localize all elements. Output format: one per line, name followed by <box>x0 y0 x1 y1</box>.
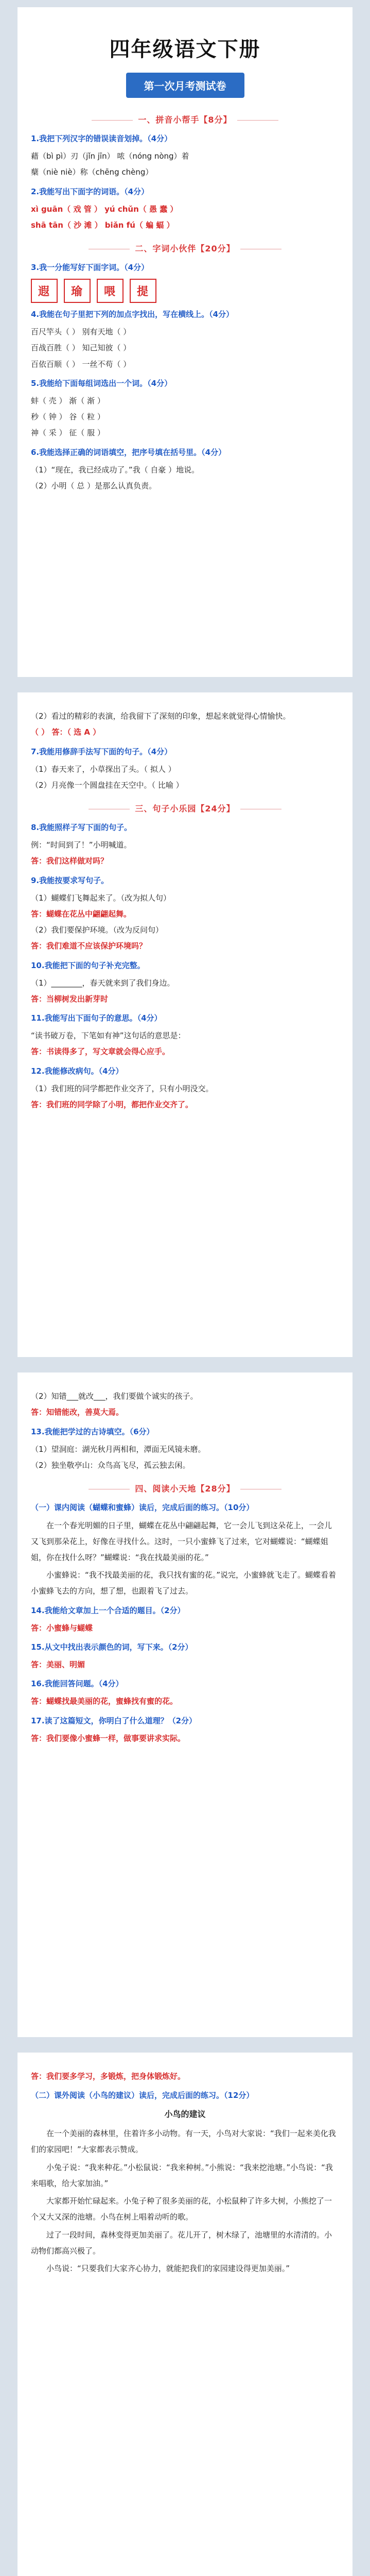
question-12: 12.我能修改病句。（4分） <box>31 1066 124 1076</box>
question-4: 4.我能在句子里把下列的加点字找出，写在横线上。（4分） <box>31 310 234 319</box>
reading-paragraph: 过了一段时间，森林变得更加美丽了。花儿开了，树木绿了，池塘里的水清清的。小动物们都高兴极了。 <box>31 2230 332 2256</box>
answer: 答：我们要多学习，多锻炼，把身体锻炼好。 <box>31 2072 186 2081</box>
question-9: 9.我能按要求写句子。 <box>31 875 109 885</box>
reading-paragraph: 在一个美丽的森林里，住着许多小动物。有一天，小鸟对大家说：“我们一起来美化我们的家园吧！”大家都表示赞成。 <box>31 2129 336 2154</box>
question-2-line: xì guān（ 戏 管 ） yú chǔn（ 愚 蠢 ） <box>31 204 178 214</box>
section-title: 二、字词小伙伴【20分】 <box>31 242 339 254</box>
answer: （ ） 答：（ 选 A ） <box>31 727 101 737</box>
question-8-line: 例：“时间到了！”小明喊道。 <box>31 840 132 850</box>
answer: 答：知错能改，善莫大焉。 <box>31 1408 124 1417</box>
answer: 答：我们班的同学除了小明，都把作业交齐了。 <box>31 1099 193 1109</box>
question-1-line: 藉（bì pì）刃（jǐn jīn） 哝（nóng nòng）着 <box>31 151 189 161</box>
answer: 答：我们要像小蜜蜂一样，做事要讲求实际。 <box>31 1733 186 1743</box>
answer: 答：我们这样做对吗？ <box>31 856 109 866</box>
word-box: 喂 <box>97 279 124 303</box>
question-14: 14.我能给文章加上一个合适的题目。（2分） <box>31 1605 185 1615</box>
answer: 答：美丽、明媚 <box>31 1660 85 1669</box>
question-line: （2）知错___就改___，我们要做个诚实的孩子。 <box>31 1392 198 1401</box>
reading-paragraph: 大家都开始忙碌起来。小兔子种了很多美丽的花，小松鼠种了许多大树，小熊挖了一个又大又深的池塘。小鸟在树上唱着动听的歌。 <box>31 2196 332 2222</box>
reading-paragraph: 小兔子说：“我来种花。”小松鼠说：“我来种树。”小熊说：“我来挖池塘。”小鸟说：“我来唱歌，给大家加油。” <box>31 2162 333 2188</box>
question-5: 5.我能给下面每组词选出一个词。（4分） <box>31 378 172 388</box>
question-9-line: （1）蝴蝶们飞舞起来了。（改为拟人句） <box>31 893 171 903</box>
question-3: 3.我一分能写好下面字词。（4分） <box>31 263 149 272</box>
question-6: 6.我能选择正确的词语填空，把序号填在括号里。（4分） <box>31 447 226 457</box>
answer: 答：我们难道不应该保护环境吗？ <box>31 941 147 951</box>
question-9-line: （2）我们要保护环境。（改为反问句） <box>31 925 164 935</box>
reading-paragraph: 在一个春光明媚的日子里，蝴蝶在花丛中翩翩起舞，它一会儿飞到这朵花上，一会儿又飞到那朵花上，好像在寻找什么。这时，一只小蜜蜂飞了过来，它对蝴蝶说：“蝴蝶姐姐，你在找什么呀？”蝴蝶说：“我在找最美丽的花。” <box>31 1521 332 1562</box>
reading-paragraph: 小蜜蜂说：“我不找最美丽的花，我只找有蜜的花。”说完，小蜜蜂就飞走了。蝴蝶看着小蜜蜂飞去的方向，想了想，也跟着飞了过去。 <box>31 1570 337 1596</box>
question-6-line: （2）小明（ 总 ）是那么认真负责。 <box>31 481 157 490</box>
question-13-line: （1）望洞庭：湖光秋月两相和，潭面无风镜未磨。 <box>31 1444 206 1454</box>
question-13: 13.我能把学过的古诗填空。（6分） <box>31 1427 154 1436</box>
question-4-line: 百依百顺（ ） 一丝不苟（ ） <box>31 359 131 369</box>
question-17: 17.读了这篇短文，你明白了什么道理？（2分） <box>31 1716 197 1725</box>
reading-subtitle: （一）课内阅读（蝴蝶和蜜蜂）读后，完成后面的练习。（10分） <box>31 1503 254 1512</box>
question-12-line: （1）我们班的同学都把作业交齐了，只有小明没交。 <box>31 1083 214 1093</box>
reading-title: 小鸟的建议 <box>164 2109 206 2120</box>
exam-title: 四年级语文下册 <box>109 38 261 61</box>
word-box-row <box>31 279 339 303</box>
question-1-line: 蘖（niè niè）称（chēng chèng） <box>31 167 153 177</box>
question-4-line: 百战百胜（ ） 知己知彼（ ） <box>31 343 131 353</box>
question-5-line: 蚌（ 壳 ） 渐（ 渐 ） <box>31 396 105 405</box>
question-7-line: （2）月亮像一个圆盘挂在天空中。（ 比喻 ） <box>31 780 184 790</box>
section-title: 三、句子小乐园【24分】 <box>31 802 339 814</box>
question-2: 2.我能写出下面字的词语。（4分） <box>31 187 149 196</box>
answer: 答：蝴蝶找最美丽的花，蜜蜂找有蜜的花。 <box>31 1697 178 1706</box>
question-5-line: 神（ 采 ） 征（ 服 ） <box>31 428 105 438</box>
question-15: 15.从文中找出表示颜色的词，写下来。（2分） <box>31 1642 193 1652</box>
question-line: （2）看过的精彩的表演，给我留下了深刻的印象，想起来就觉得心情愉快。 <box>31 711 291 721</box>
question-6-line: （1）“现在，我已经成功了。”我（ 自豪 ）地说。 <box>31 465 200 474</box>
word-box: 瑜 <box>64 279 91 303</box>
question-1: 1.我把下列汉字的错误读音划掉。（4分） <box>31 134 172 143</box>
reading-paragraph: 小鸟说：“只要我们大家齐心协力，就能把我们的家园建设得更加美丽。” <box>46 2264 290 2274</box>
question-7-line: （1）春天来了，小草探出了头。（ 拟人 ） <box>31 764 176 774</box>
exam-page-2 <box>17 692 353 1357</box>
question-7: 7.我能用修辞手法写下面的句子。（4分） <box>31 747 172 756</box>
section-title: 四、阅读小天地【28分】 <box>31 1482 339 1494</box>
exam-banner: 第一次月考测试卷 <box>126 73 244 98</box>
exam-page-1 <box>17 7 353 677</box>
exam-page-4 <box>17 2053 353 2576</box>
word-box: 遐 <box>31 279 58 303</box>
question-11: 11.我能写出下面句子的意思。（4分） <box>31 1013 162 1023</box>
question-10: 10.我能把下面的句子补充完整。 <box>31 960 145 970</box>
question-5-line: 秒（ 钟 ） 谷（ 粒 ） <box>31 412 105 421</box>
question-10-line: （1）________，春天就来到了我们身边。 <box>31 978 175 988</box>
question-8: 8.我能照样子写下面的句子。 <box>31 823 132 832</box>
answer: 答：小蜜蜂与蝴蝶 <box>31 1623 93 1633</box>
question-11-line: “读书破万卷，下笔如有神”这句话的意思是： <box>31 1031 186 1040</box>
question-4-line: 百尺竿头（ ） 别有天地（ ） <box>31 327 131 336</box>
exam-page-3 <box>17 1372 353 2037</box>
question-13-line: （2）独坐敬亭山：众鸟高飞尽，孤云独去闲。 <box>31 1460 190 1470</box>
section-title: 一、拼音小帮手【8分】 <box>31 113 339 125</box>
answer: 答：蝴蝶在花丛中翩翩起舞。 <box>31 909 132 919</box>
answer: 答：书读得多了，写文章就会得心应手。 <box>31 1047 170 1057</box>
question-2-line: shā tān（ 沙 滩 ） biǎn fú（ 蝙 蝠 ） <box>31 220 174 230</box>
question-16: 16.我能回答问题。（4分） <box>31 1679 124 1689</box>
answer: 答：当柳树发出新芽时 <box>31 994 109 1004</box>
reading-subtitle: （二）课外阅读（小鸟的建议）读后，完成后面的练习。（12分） <box>31 2091 254 2100</box>
word-box: 提 <box>130 279 156 303</box>
